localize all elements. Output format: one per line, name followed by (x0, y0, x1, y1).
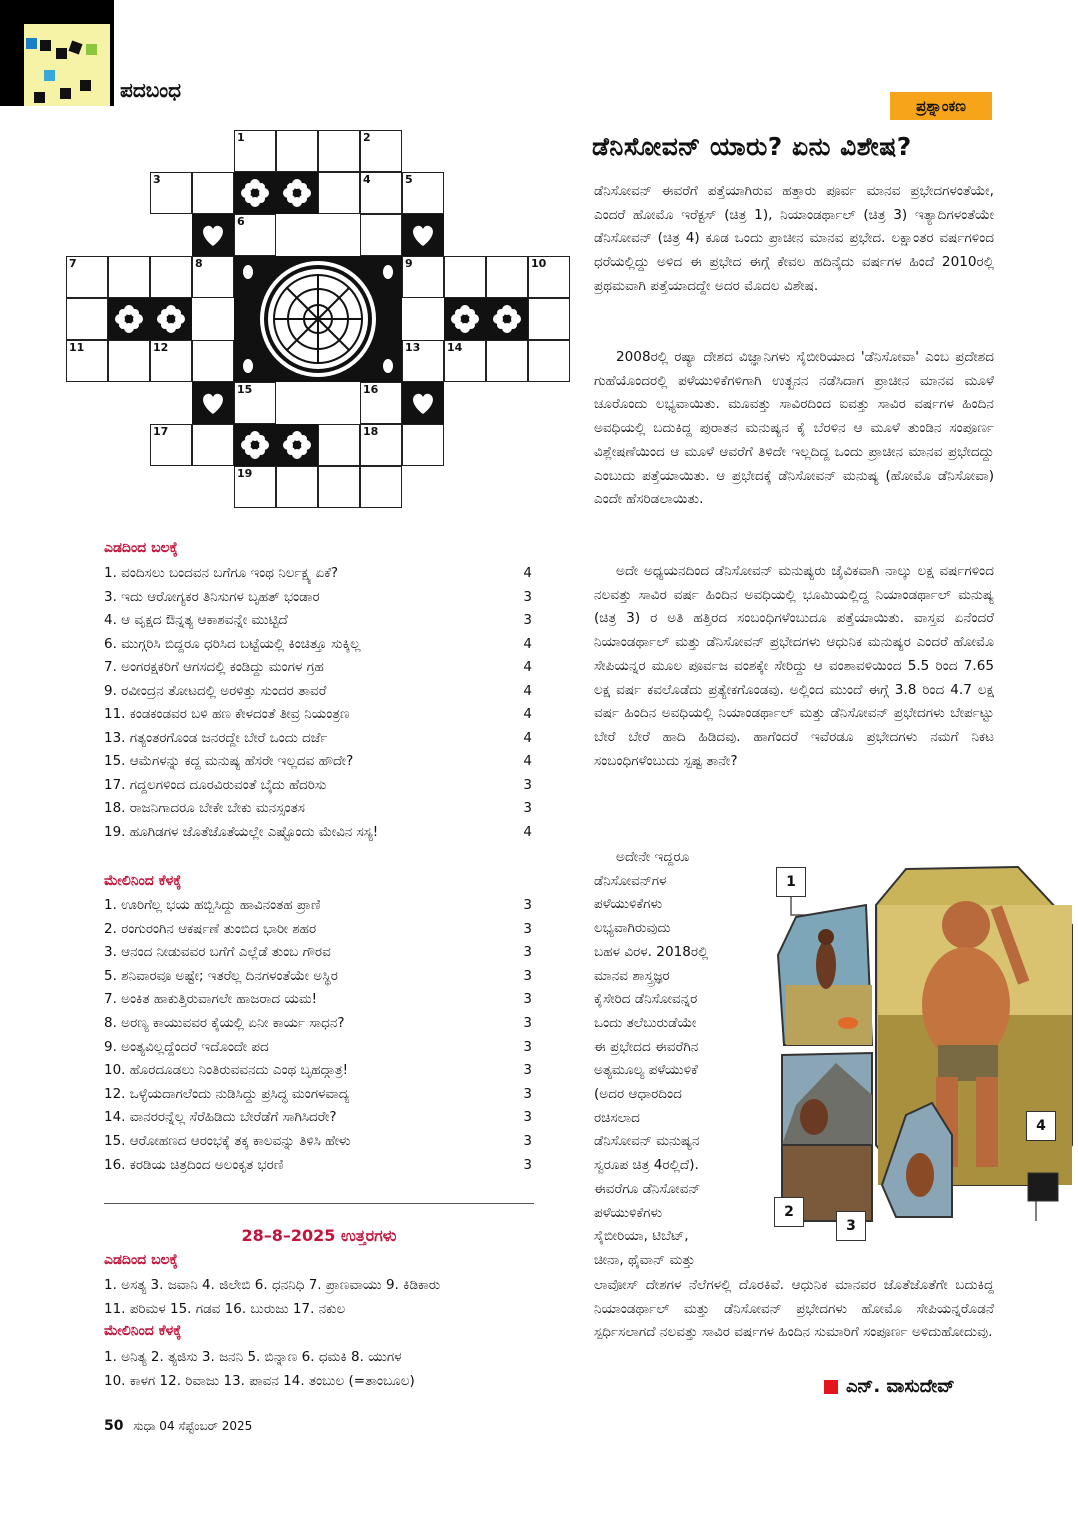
clue-text: 9. ಅಂತ್ಯವಿಲ್ಲದ್ದೆಂದರೆ ಇದೊಂದೇ ಪದ (104, 1038, 269, 1055)
author-byline (824, 1376, 955, 1397)
crossword-cell (192, 256, 234, 298)
article-line: ಪಳೆಯುಳಿಕೆಗಳು (594, 896, 663, 913)
across-clue (104, 610, 534, 630)
clue-number: 5 (405, 173, 413, 186)
clue-number: 8 (195, 257, 203, 270)
article-line: ಡೆನಿಸೋವನ್‌ಗಳ (594, 872, 667, 889)
clue-text: 17. ಗದ್ದಲಗಳಿಂದ ದೂರವಿರುವಂತೆ ಬೈದು ಹೆದರಿಸು (104, 776, 327, 793)
rosette-icon (234, 256, 402, 382)
crossword-center-block (234, 256, 402, 382)
crossword-cell (150, 424, 192, 466)
clue-length: 4 (523, 753, 532, 769)
clue-text: 5. ಶನಿವಾರವೂ ಅಷ್ಟೇ; ಇತರೆಲ್ಲ ದಿನಗಳಂತೆಯೇ ಅಸ್ಥಿರ (104, 967, 338, 984)
clue-number: 3 (153, 173, 161, 186)
clue-length: 3 (523, 897, 532, 913)
clue-length: 4 (523, 635, 532, 652)
clue-length: 3 (523, 800, 532, 816)
clue-text: 9. ರವೀಂದ್ರನ ತೋಟದಲ್ಲಿ ಅರಳಿತ್ತು ಸುಂದರ ತಾವರೆ (104, 682, 327, 699)
section-label: ಪದಬಂಧ (120, 78, 182, 102)
across-clue (104, 704, 534, 724)
flower-icon (240, 430, 270, 460)
crossword-cell (318, 130, 360, 172)
clue-number: 10 (531, 257, 547, 270)
article-line: ಅತ್ಯಮೂಲ್ಯ ಪಳೆಯುಳಿಕೆ (594, 1062, 698, 1079)
down-clue (104, 1131, 534, 1151)
article-line: ಕೈಸೇರಿದ ಡೆನಿಸೋವನ್ನರ (594, 991, 698, 1008)
crossword-block (234, 172, 276, 214)
crossword-cell (66, 340, 108, 382)
page-footer (104, 1418, 252, 1434)
crossword-cell (66, 256, 108, 298)
article-line: ಚೀನಾ, ಥೈವಾನ್ ಮತ್ತು (594, 1251, 696, 1268)
crossword-block (150, 298, 192, 340)
article-line: ಮಾನವ ಶಾಸ್ತ್ರಜ್ಞರ (594, 967, 670, 984)
clue-length: 3 (523, 1133, 532, 1149)
crossword-block (108, 298, 150, 340)
crossword-cell (360, 424, 402, 466)
flower-icon (156, 304, 186, 334)
crossword-cell (486, 256, 528, 298)
clue-length: 3 (523, 967, 532, 984)
crossword-cell (360, 382, 402, 424)
article-paragraph: ಅದೇ ಅಧ್ಯಯನದಿಂದ ಡೆನಿಸೋವನ್ ಮನುಷ್ಯರು ಜೈವಿಕವಾಗಿ ನಾಲ್ಕು ಲಕ್ಷ ವರ್ಷಗಳಿಂದ ನಲವತ್ತು ಸಾವಿರ ವರ್ಷ ಹಿಂದಿನ ಅವಧಿಯಲ್ಲಿ ಭೂಮಿಯಲ್ಲಿದ್ದ ನಿಯಾಂಡರ್ಥಾಲ್ ಮನುಷ್ಯ (ಚಿತ್ರ 3) ರ ಅತಿ ಹತ್ತಿರದ ಸಂಬಂಧಿಗಳೆಂಬುದೂ ಪತ್ತೆಯಾಯಿತು. ವಾಸ್ತವ ಏನೆಂದರೆ ನಿಯಾಂಡರ್ಥಾಲ್ ಮತ್ತು ಡೆನಿಸೋವನ್ ಪ್ರಭೇದಗಳು ಆಧುನಿಕ ಮನುಷ್ಯರ ಎಂದರೆ ಹೋಮೊ ಸೇಪಿಯನ್ನರ ಮೂಲ ಪೂರ್ವಜ ವಂಶಕ್ಕೇ ಸೇರಿದ್ದು ಆ ವಂಶಾವಳಿಯಿಂದ 5.5 ರಿಂದ 7.65 ಲಕ್ಷ ವರ್ಷ ಕವಲೊಡೆದು ಪ್ರತ್ಯೇಕಗೊಂಡವು. ಅಲ್ಲಿಂದ ಮುಂದೆ ಈಗ್ಗೆ 3.8 ರಿಂದ 4.7 ಲಕ್ಷ ವರ್ಷ ಹಿಂದಿನ ಅವಧಿಯಲ್ಲಿ ನಿಯಾಂಡರ್ಥಾಲ್ ಮತ್ತು ಡೆನಿಸೋವನ್ ಪ್ರಭೇದಗಳು ಬೇರ್ಪಟ್ಟು ಬೇರೆ ಬೇರೆ ಹಾದಿ ಹಿಡಿದವು. ಹಾಗೆಂದರೆ ಇವೆರಡೂ ಪ್ರಭೇದಗಳು ನಮಗೆ ನಿಕಟ ಸಂಬಂಧಿಗಳೆಂಬುದು ಸ್ಪಷ್ಟ ತಾನೇ? (594, 563, 994, 769)
across-clue (104, 634, 534, 654)
across-clue (104, 775, 534, 795)
article-line: ಡೆನಿಸೋವನ್ ಮನುಷ್ಯನ (594, 1133, 700, 1150)
clue-length: 3 (523, 1109, 532, 1126)
clue-number: 15 (237, 383, 253, 396)
crossword-cell (234, 382, 276, 424)
clue-length: 3 (523, 1015, 532, 1031)
answers-down-heading: ಮೇಲಿನಿಂದ ಕೆಳಕ್ಕೆ (104, 1323, 182, 1339)
divider (104, 1203, 534, 1204)
clue-number: 9 (405, 257, 413, 270)
crossword-block (276, 172, 318, 214)
clue-length: 3 (523, 612, 532, 628)
crossword-block (234, 424, 276, 466)
crossword-cell (318, 466, 360, 508)
clue-number: 2 (363, 131, 371, 144)
square-bullet-icon (824, 1380, 838, 1394)
clue-text: 7. ಅಂಗರಕ್ಷಕರಿಗೆ ಆಗಸದಲ್ಲಿ ಕಂಡಿದ್ದು ಮಂಗಳ ಗ್ರಹ (104, 659, 324, 675)
down-heading: ಮೇಲಿನಿಂದ ಕೆಳಕ್ಕೆ (104, 873, 182, 889)
article-line: ಸ್ವರೂಪ ಚಿತ್ರ 4ರಲ್ಲಿದೆ). (594, 1157, 699, 1174)
hominin-illustration (756, 845, 1078, 1247)
category-tag: ಪ್ರಶ್ನಾಂಕಣ (890, 92, 992, 120)
crossword-block (402, 382, 444, 424)
clue-number: 12 (153, 341, 169, 354)
clue-text: 7. ಅಂಕಿತ ಹಾಕುತ್ತಿರುವಾಗಲೇ ಹಾಜರಾದ ಯಮ! (104, 991, 318, 1008)
down-clue (104, 966, 534, 986)
flower-icon (492, 304, 522, 334)
clue-length: 3 (523, 1156, 532, 1173)
clue-length: 3 (523, 588, 532, 605)
clue-length: 4 (523, 682, 532, 699)
crossword-cell (402, 424, 444, 466)
clue-text: 4. ಆ ವೃಕ್ಷದ ಔನ್ನತ್ಯ ಆಕಾಶವನ್ನೇ ಮುಟ್ಟಿದೆ (104, 612, 288, 628)
clue-length: 3 (523, 920, 532, 937)
clue-text: 19. ಹೂಗಿಡಗಳ ಜೊತೆಜೊತೆಯಲ್ಲೇ ಎಷ್ಟೊಂದು ಮೇವಿನ ಸಸ್ಯ! (104, 823, 379, 840)
across-clue (104, 587, 534, 607)
clue-text: 15. ಆರೋಹಣದ ಆರಂಭಕ್ಕೆ ತಕ್ಕ ಕಾಲವನ್ನು ತಿಳಿಸಿ ಹೇಳು (104, 1133, 351, 1149)
heart-icon (198, 388, 228, 418)
crossword-cell (66, 298, 108, 340)
answers-down-line: 1. ಅನಿತ್ಯ 2. ತ್ಯಜಿಸು 3. ಜನನಿ 5. ಬಿನ್ನಾಣ 6. ಧಮಕಿ 8. ಯುಗಳ (104, 1349, 402, 1365)
magazine-issue: ಸುಧಾ 04 ಸೆಪ್ಟೆಂಬರ್ 2025 (133, 1419, 253, 1433)
crossword-cell (108, 256, 150, 298)
article-line: ಈವರೆಗೂ ಡೆನಿಸೋವನ್ (594, 1180, 701, 1197)
clue-length: 3 (523, 944, 532, 961)
down-clue (104, 895, 534, 915)
flower-icon (114, 304, 144, 334)
clue-text: 2. ರಂಗುರಂಗಿನ ಆಕರ್ಷಣೆ ತುಂಬಿದ ಭಾರೀ ಶಹರ (104, 920, 317, 937)
down-clue (104, 1060, 534, 1080)
clue-length: 3 (523, 991, 532, 1008)
heart-icon (408, 220, 438, 250)
clue-text: 13. ಗತ್ಯಂತರಗೊಂಡ ಜನರದ್ದೇ ಬೇರೆ ಒಂದು ದರ್ಜೆ (104, 729, 328, 746)
clue-length: 4 (523, 706, 532, 722)
clue-text: 1. ವಂದಿಸಲು ಬಂದವನ ಬಗೆಗೂ ಇಂಥ ನಿರ್ಲಕ್ಷ್ಯ ಏಕೆ? (104, 565, 339, 581)
crossword-block (192, 382, 234, 424)
clue-text: 16. ಕರಡಿಯ ಚಿತ್ರದಿಂದ ಅಲಂಕೃತ ಭರಣಿ (104, 1156, 284, 1173)
clue-number: 7 (69, 257, 77, 270)
clue-text: 12. ಒಳ್ಳೆಯದಾಗಲೆಂದು ನುಡಿಸಿದ್ದು ಪ್ರಸಿದ್ಧ ಮಂಗಳವಾದ್ಯ (104, 1085, 350, 1102)
crossword-cell (402, 172, 444, 214)
clue-number: 6 (237, 215, 245, 228)
article-line: ಬಹಳ ವಿರಳ. 2018ರಲ್ಲಿ (594, 943, 709, 960)
author-name: ಎನ್. ವಾಸುದೇವ್ (846, 1376, 955, 1397)
heart-icon (198, 220, 228, 250)
crossword-cell (360, 466, 402, 508)
figure-label: 2 (774, 1197, 804, 1227)
article-paragraph: ಡೆನಿಸೋವನ್ ಈವರೆಗೆ ಪತ್ತೆಯಾಗಿರುವ ಹತ್ತಾರು ಪೂರ್ವ ಮಾನವ ಪ್ರಭೇದಗಳಂತೆಯೇ, ಎಂದರೆ ಹೋಮೊ ಇರೆಕ್ಟಸ್ (ಚಿತ್ರ 1), ನಿಯಾಂಡರ್ಥಾಲ್ (ಚಿತ್ರ 3) ಇತ್ಯಾದಿಗಳಂತೆಯೇ ಡೆನಿಸೋವನ್ (ಚಿತ್ರ 4) ಕೂಡ ಒಂದು ಪ್ರಾಚೀನ ಮಾನವ ಪ್ರಭೇದ. ಲಕ್ಷಾಂತರ ವರ್ಷಗಳಿಂದ ಧರೆಯಲ್ಲಿದ್ದು ಅಳಿದ ಈ ಪ್ರಭೇದ ಈಗ್ಗೆ ಕೇವಲ ಹದಿನೈದು ವರ್ಷಗಳ ಹಿಂದೆ 2010ರಲ್ಲಿ ಪ್ರಥಮವಾಗಿ ಪತ್ತೆಯಾದದ್ದೇ ಅದರ ಮೊದಲ ವಿಶೇಷ. (594, 183, 994, 294)
clue-text: 3. ಇದು ಆರೋಗ್ಯಕರ ತಿನಿಸುಗಳ ಬೃಹತ್ ಭಂಡಾರ (104, 588, 320, 605)
flower-icon (450, 304, 480, 334)
crossword-block (402, 214, 444, 256)
clue-text: 10. ಹೊರದೂಡಲು ನಿಂತಿರುವವನದು ಎಂಥ ಬೃಹದ್ಗಾತ್ರ! (104, 1062, 349, 1079)
answers-across-line: 11. ಪರಿಮಳ 15. ಗಡವ 16. ಬುರುಜು 17. ನಕುಲ (104, 1301, 346, 1317)
clue-number: 19 (237, 467, 253, 480)
clue-length: 4 (523, 729, 532, 746)
clue-length: 3 (523, 1085, 532, 1102)
clue-text: 1. ಊರಿಗೆಲ್ಲ ಭಯ ಹಬ್ಬಿಸಿದ್ದು ಹಾವಿನಂತಹ ಪ್ರಾಣಿ (104, 897, 321, 913)
across-clue (104, 751, 534, 771)
crossword-cell (360, 172, 402, 214)
article-line: ಸೈಬೀರಿಯಾ, ಟಿಬೆಟ್, (594, 1228, 689, 1245)
crossword-cell (276, 466, 318, 508)
crossword-cell (192, 424, 234, 466)
crossword-cell (234, 130, 276, 172)
clue-number: 14 (447, 341, 463, 354)
article-title: ಡೆನಿಸೋವನ್ ಯಾರು? ಏನು ವಿಶೇಷ? (592, 132, 912, 161)
across-clue (104, 681, 534, 701)
crossword-cell (402, 256, 444, 298)
clue-text: 14. ವಾನರರನ್ನೆಲ್ಲ ಸೆರೆಹಿಡಿದು ಬೇರೆಡೆಗೆ ಸಾಗಿಸಿದರೇ? (104, 1109, 337, 1126)
answers-across-line: 1. ಅಸತ್ಯ 3. ಜವಾನಿ 4. ಜಿಲೇಬಿ 6. ಧನನಿಧಿ 7. ಪ್ರಾಣವಾಯು 9. ಕಿಡಿಕಾರು (104, 1277, 441, 1293)
answers-title: 28–8–2025 ಉತ್ತರಗಳು (241, 1226, 397, 1245)
crossword-cell (276, 130, 318, 172)
article-closing: ಲಾವೋಸ್ ದೇಶಗಳ ನೆಲೆಗಳಲ್ಲಿ ದೊರಕಿವೆ. ಆಧುನಿಕ ಮಾನವರ ಜೊತೆಜೊತೆಗೇ ಬದುಕಿದ್ದ ನಿಯಾಂಡರ್ಥಾಲ್ ಮತ್ತು ಡೆನಿಸೋವನ್ ಪ್ರಭೇದಗಳು ಹೋಮೊ ಸೇಪಿಯನ್ನರೊಡನೆ ಸ್ಪರ್ಧಿಸಲಾಗದೆ ನಲವತ್ತು ಸಾವಿರ ವರ್ಷಗಳ ಹಿಂದಿನ ಸುಮಾರಿಗೆ ಸಂಪೂರ್ಣ ಅಳಿದುಹೋದುವು. (594, 1277, 994, 1341)
crossword-cell (528, 298, 570, 340)
clue-length: 3 (523, 1038, 532, 1055)
flower-icon (282, 430, 312, 460)
down-clue (104, 942, 534, 962)
clue-length: 4 (523, 565, 532, 581)
figure-label: 1 (776, 867, 806, 897)
crossword-cell (318, 424, 360, 466)
article-line: ಈ ಪ್ರಭೇದದ ಈವರೆಗಿನ (594, 1038, 699, 1055)
figure-label: 4 (1026, 1111, 1056, 1141)
crossword-cell (444, 256, 486, 298)
answers-down-line: 10. ಕಾಳಗ 12. ರಿವಾಜು 13. ಪಾವನ 14. ತಂಬುಲ (=ತಾಂಬೂಲ) (104, 1373, 415, 1389)
clue-text: 6. ಮುಗ್ಗರಿಸಿ ಬಿದ್ದರೂ ಧರಿಸಿದ ಬಟ್ಟೆಯಲ್ಲಿ ಕಿಂಚಿತ್ತೂ ಸುಕ್ಕಿಲ್ಲ (104, 635, 361, 652)
flower-icon (282, 178, 312, 208)
clue-length: 3 (523, 1062, 532, 1079)
article-line: ಅದೇನೇ ಇದ್ದರೂ (616, 849, 690, 865)
across-clue (104, 798, 534, 818)
down-clue (104, 1013, 534, 1033)
flower-icon (240, 178, 270, 208)
across-clue (104, 822, 534, 842)
crossword-cell (192, 340, 234, 382)
down-clue (104, 1037, 534, 1057)
down-clue (104, 919, 534, 939)
puzzle-logo (0, 0, 114, 106)
article-line: ರಚಿಸಲಾದ (594, 1109, 640, 1126)
clue-text: 3. ಆನಂದ ನೀಡುವವರ ಬಗೆಗೆ ಎಲ್ಲೆಡೆ ತುಂಬ ಗೌರವ (104, 944, 331, 961)
clue-number: 1 (237, 131, 245, 144)
clue-number: 18 (363, 425, 379, 438)
clue-text: 8. ಅರಣ್ಯ ಕಾಯುವವರ ಕೈಯಲ್ಲಿ ಏನೀ ಕಾರ್ಯ ಸಾಧನ? (104, 1015, 345, 1031)
clue-number: 11 (69, 341, 85, 354)
clue-length: 4 (523, 823, 532, 840)
crossword-block (276, 424, 318, 466)
across-clue (104, 657, 534, 677)
crossword-cell (108, 340, 150, 382)
across-clue (104, 728, 534, 748)
figure-label: 3 (836, 1211, 866, 1241)
crossword-cell (360, 214, 402, 256)
article-narrow-column (594, 846, 754, 1273)
crossword-cell (402, 340, 444, 382)
crossword-block (486, 298, 528, 340)
crossword-grid (66, 130, 546, 514)
article-line: (ಅದರ ಆಧಾರದಿಂದ (594, 1086, 682, 1103)
crossword-block (444, 298, 486, 340)
clue-number: 13 (405, 341, 421, 354)
clue-number: 16 (363, 383, 379, 396)
clue-text: 11. ಕಂಡಕಂಡವರ ಬಳಿ ಹಣ ಕೇಳದಂತೆ ತೀವ್ರ ನಿಯಂತ್ರಣ (104, 706, 350, 722)
crossword-cell (360, 130, 402, 172)
article-line: ಒಂದು ತಲೆಬುರುಡೆಯೇ (594, 1014, 697, 1031)
crossword-cell (234, 466, 276, 508)
clue-length: 4 (523, 659, 532, 675)
crossword-cell (234, 214, 276, 256)
crossword-cell (444, 340, 486, 382)
clue-text: 18. ರಾಜನಿಗಾದರೂ ಬೇಕೇ ಬೇಕು ಮನಸ್ಸಂತಸ (104, 800, 305, 816)
down-clue (104, 1084, 534, 1104)
article-paragraph: 2008ರಲ್ಲಿ ರಷ್ಯಾ ದೇಶದ ವಿಜ್ಞಾನಿಗಳು ಸೈಬೀರಿಯಾದ 'ಡೆನಿಸೋವಾ' ಎಂಬ ಪ್ರದೇಶದ ಗುಹೆಯೊಂದರಲ್ಲಿ ಪಳೆಯುಳಿಕೆಗಳಿಗಾಗಿ ಉತ್ಖನನ ನಡೆಸಿದಾಗ ಪ್ರಾಚೀನ ಮಾನವ ಮೂಳೆ ಚೂರೊಂದು ಲಭ್ಯವಾಯಿತು. ಮೂವತ್ತು ಸಾವಿರದಿಂದ ಐವತ್ತು ಸಾವಿರ ವರ್ಷಗಳ ಹಿಂದಿನ ಅವಧಿಯಲ್ಲಿ ಬದುಕಿದ್ದ ಪುರಾತನ ಮನುಷ್ಯನ ಕೈ ಬೆರಳಿನ ಆ ಮೂಳೆ ತುಂಡಿನ ಸಂಪೂರ್ಣ ವಿಶ್ಲೇಷಣೆಯಿಂದ ಆ ಮೂಳೆ ಆವರೆಗೆ ತಿಳಿದೇ ಇಲ್ಲದಿದ್ದ ಒಂದು ಪ್ರಾಚೀನ ಮಾನವ ಪ್ರಭೇದದ್ದು ಎಂಬುದು ಪತ್ತೆಯಾಯಿತು. ಆ ಪ್ರಭೇದಕ್ಕೆ ಡೆನಿಸೋವನ್ ಮನುಷ್ಯ (ಹೋಮೊ ಡೆನಿಸೋವಾ) ಎಂದೇ ಹೆಸರಿಡಲಾಯಿತು. (594, 349, 994, 508)
answers-across-heading: ಎಡದಿಂದ ಬಲಕ್ಕೆ (104, 1252, 178, 1268)
crossword-block (192, 214, 234, 256)
clue-number: 4 (363, 173, 371, 186)
crossword-cell (528, 340, 570, 382)
crossword-cell (150, 340, 192, 382)
down-clue (104, 1107, 534, 1127)
across-heading: ಎಡದಿಂದ ಬಲಕ್ಕೆ (104, 540, 178, 556)
crossword-cell (486, 340, 528, 382)
crossword-cell (318, 172, 360, 214)
across-clue (104, 563, 534, 583)
page-number: 50 (104, 1418, 124, 1434)
illustration-art (756, 845, 1078, 1247)
crossword-cell (192, 172, 234, 214)
clue-length: 3 (523, 776, 532, 793)
clue-number: 17 (153, 425, 169, 438)
down-clue (104, 1155, 534, 1175)
down-clue (104, 989, 534, 1009)
article-line: ಲಭ್ಯವಾಗಿರುವುದು (594, 920, 671, 937)
crossword-cell (150, 172, 192, 214)
article-line: ಪಳೆಯುಳಿಕೆಗಳು (594, 1204, 663, 1221)
heart-icon (408, 388, 438, 418)
crossword-cell (528, 256, 570, 298)
crossword-cell (150, 256, 192, 298)
clue-text: 15. ಆಮೆಗಳನ್ನು ಕದ್ದ ಮನುಷ್ಯ ಹೆಸರೇ ಇಲ್ಲದವ ಹೌದೇ? (104, 753, 354, 769)
